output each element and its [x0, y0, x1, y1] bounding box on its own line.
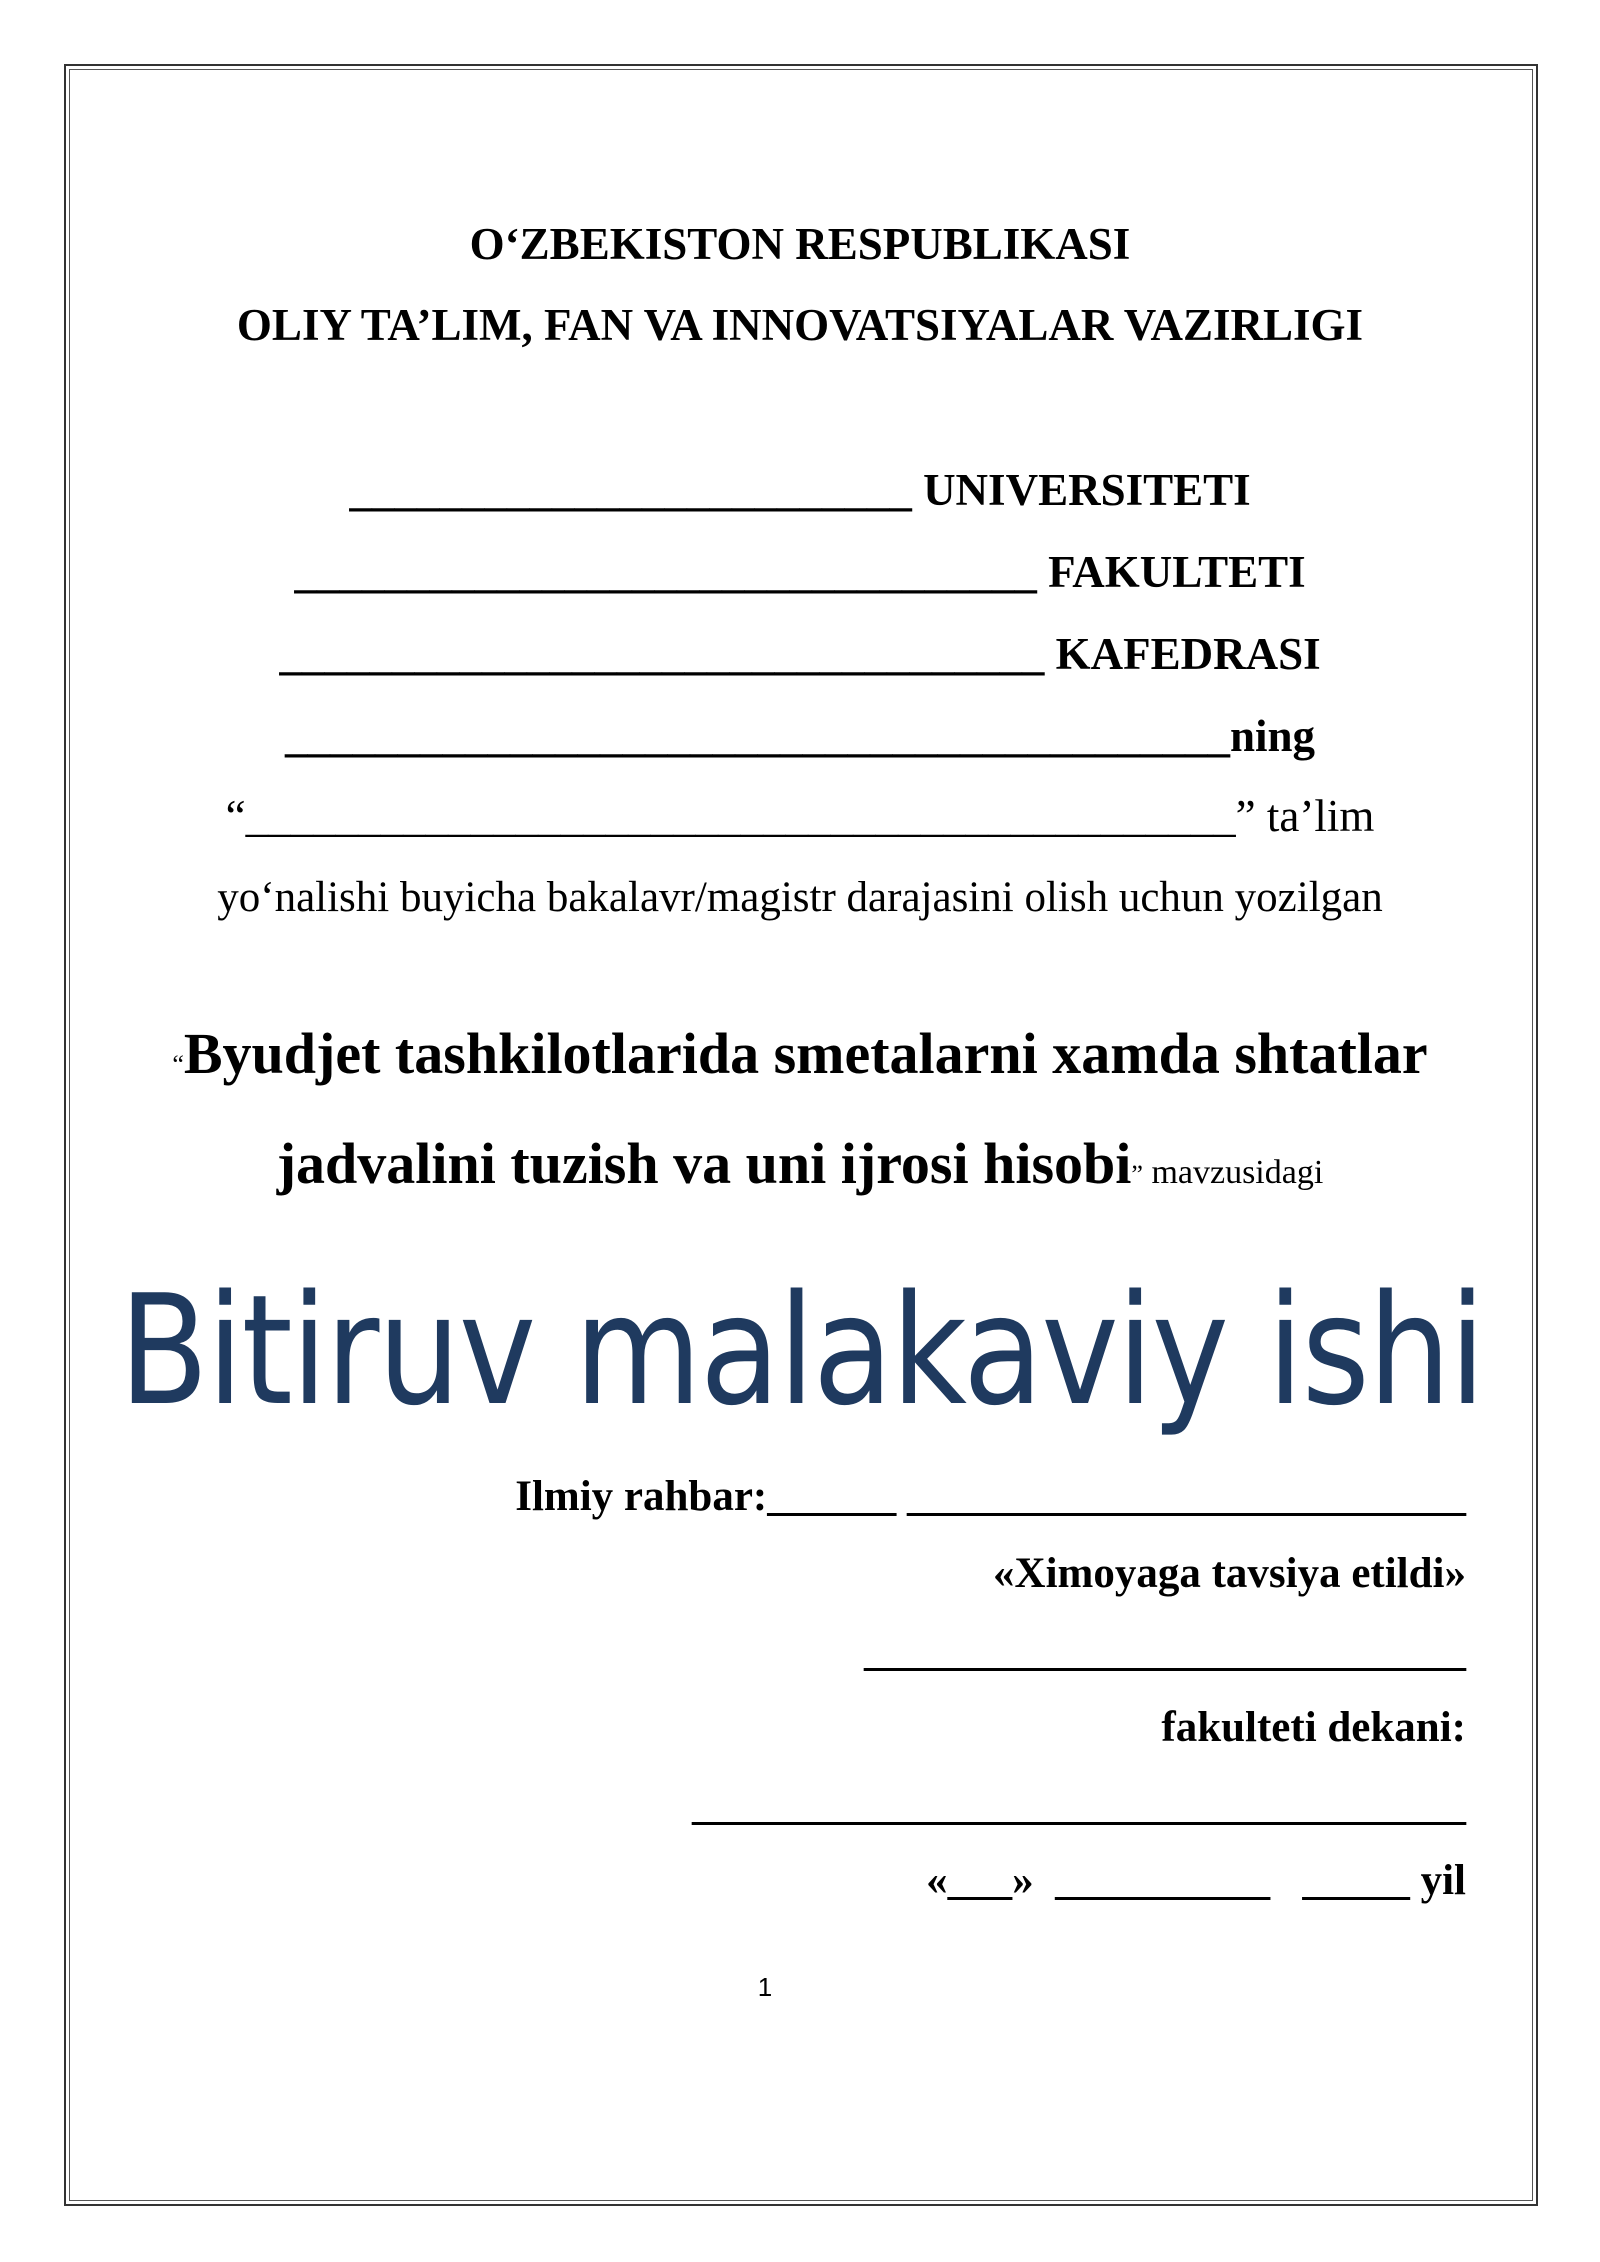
supervisor-blank-long: __________________________	[907, 1473, 1466, 1520]
topic-open-quote: “	[172, 1050, 184, 1079]
university-label: UNIVERSITETI	[911, 465, 1251, 515]
student-row	[0, 710, 1600, 762]
department-row	[0, 628, 1600, 680]
direction-open-quote: “	[225, 791, 246, 841]
date-open-quote: «	[926, 1857, 948, 1904]
faculty-blank: _________________________________	[294, 547, 1037, 597]
faculty-label: FAKULTETI	[1036, 547, 1306, 597]
recommendation-blank: ____________________________	[864, 1628, 1466, 1675]
date-month-blank: __________	[1055, 1857, 1271, 1904]
supervisor-label: Ilmiy rahbar:	[515, 1473, 768, 1520]
dean-blank: ____________________________________	[692, 1782, 1466, 1829]
supervisor-blank-short: ______	[767, 1473, 897, 1520]
student-blank: __________________________________________	[284, 711, 1230, 761]
department-blank: __________________________________	[279, 629, 1045, 679]
topic-suffix: mavzusidagi	[1142, 1154, 1324, 1191]
date-row	[926, 1856, 1466, 1905]
faculty-row	[0, 546, 1600, 598]
direction-row	[0, 790, 1600, 842]
direction-suffix: ” ta’lim	[1235, 791, 1375, 841]
recommendation-label: «Ximoyaga tavsiya etildi»	[993, 1550, 1466, 1597]
department-label: KAFEDRASI	[1044, 629, 1321, 679]
topic-line-1-text: Byudjet tashkilotlarida smetalarni xamda shtatlar	[183, 1021, 1428, 1086]
country-heading: O‘ZBEKISTON RESPUBLIKASI	[469, 219, 1131, 269]
dean-row	[1161, 1703, 1466, 1752]
recommendation-signature-line	[864, 1627, 1466, 1676]
topic-close-quote: ”	[1131, 1160, 1143, 1189]
ministry-heading: OLIY TA’LIM, FAN VA INNOVATSIYALAR VAZIRLIGI	[236, 300, 1364, 350]
topic-line-1	[0, 1020, 1600, 1087]
date-year-blank: _____	[1302, 1857, 1410, 1904]
student-suffix: ning	[1229, 711, 1316, 761]
purpose-text: yo‘nalishi buyicha bakalavr/magistr darajasini olish uchun yozilgan	[217, 874, 1383, 921]
date-year-label: yil	[1409, 1857, 1466, 1904]
dean-label: fakulteti dekani:	[1161, 1704, 1466, 1751]
direction-blank: ____________________________________________	[245, 791, 1236, 841]
university-blank: _________________________	[349, 465, 912, 515]
dean-signature-line	[692, 1781, 1466, 1830]
date-close-quote: »	[1012, 1857, 1034, 1904]
topic-line-2	[0, 1130, 1600, 1197]
recommendation-text	[993, 1549, 1466, 1598]
date-day-blank: ___	[947, 1857, 1013, 1904]
document-type-title: Bitiruv malakaviy ishi	[119, 1262, 1484, 1439]
supervisor-row	[515, 1472, 1466, 1521]
topic-line-2-text: jadvalini tuzish va uni ijrosi hisobi	[276, 1131, 1132, 1196]
university-row	[0, 464, 1600, 516]
page-number: 1	[757, 1972, 773, 2002]
